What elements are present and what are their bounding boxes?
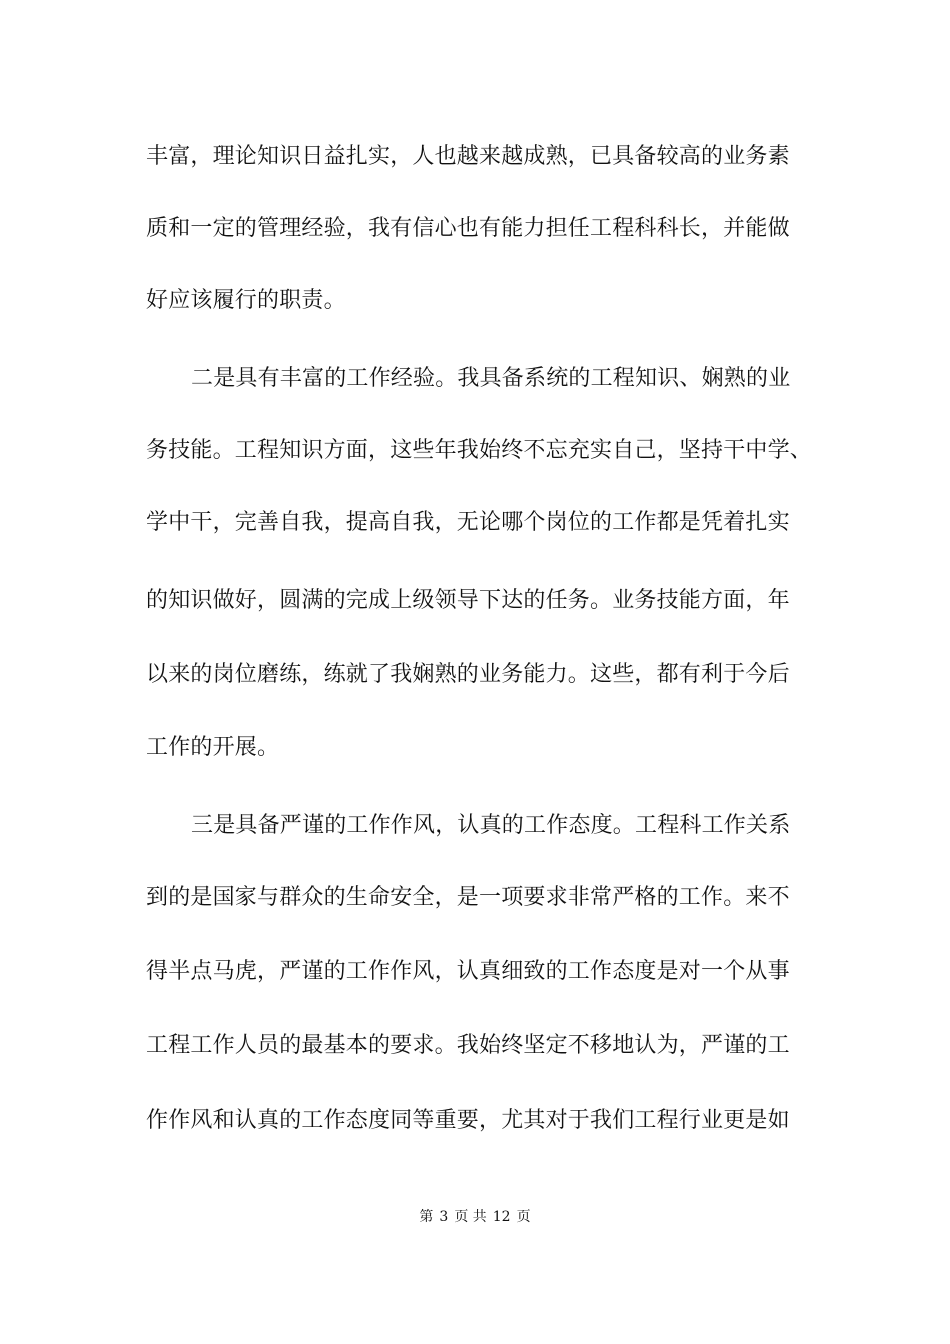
text-line-1: 丰富，理论知识日益扎实，人也越来越成熟，已具备较高的业务素 <box>146 144 790 169</box>
paragraph-2-line-1: 二是具有丰富的工作经验。我具备系统的工程知识、娴熟的业 <box>191 366 791 391</box>
footer-total-pages: 12 <box>492 1209 511 1225</box>
footer-suffix: 页 <box>516 1209 531 1225</box>
text-line-3: 好应该履行的职责。 <box>146 288 346 313</box>
page-footer <box>0 1207 950 1227</box>
footer-prefix: 第 <box>419 1209 434 1225</box>
paragraph-2-line-3: 学中干，完善自我，提高自我，无论哪个岗位的工作都是凭着扎实 <box>146 510 790 535</box>
paragraph-3-line-5: 作作风和认真的工作态度同等重要，尤其对于我们工程行业更是如 <box>146 1108 790 1133</box>
paragraph-2-line-5: 以来的岗位磨练，练就了我娴熟的业务能力。这些，都有利于今后 <box>146 662 790 687</box>
paragraph-2-line-6: 工作的开展。 <box>146 735 280 760</box>
paragraph-3-line-4: 工程工作人员的最基本的要求。我始终坚定不移地认为，严谨的工 <box>146 1033 790 1058</box>
paragraph-3-line-3: 得半点马虎，严谨的工作作风，认真细致的工作态度是对一个从事 <box>146 959 790 984</box>
footer-middle: 页 共 <box>454 1209 487 1225</box>
paragraph-2-line-2: 务技能。工程知识方面，这些年我始终不忘充实自己，坚持干中学、 <box>146 438 813 463</box>
paragraph-3-line-1: 三是具备严谨的工作作风，认真的工作态度。工程科工作关系 <box>191 813 791 838</box>
text-line-2: 质和一定的管理经验，我有信心也有能力担任工程科科长，并能做 <box>146 216 790 241</box>
paragraph-2-line-4: 的知识做好，圆满的完成上级领导下达的任务。业务技能方面，年 <box>146 588 790 613</box>
paragraph-3-line-2: 到的是国家与群众的生命安全，是一项要求非常严格的工作。来不 <box>146 885 790 910</box>
footer-current-page: 3 <box>439 1209 449 1225</box>
